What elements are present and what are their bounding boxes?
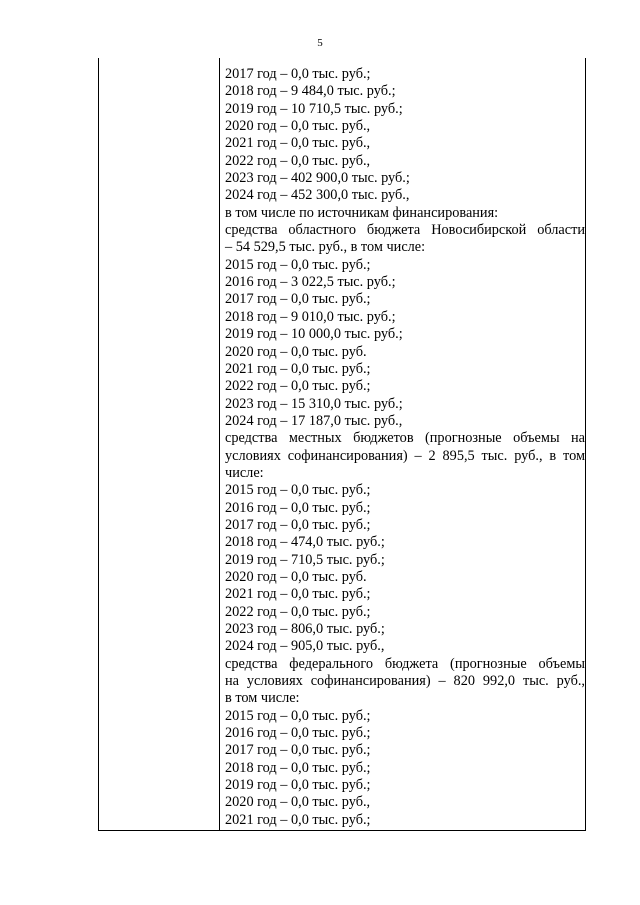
text-line: в том числе по источникам финансирования: [225,204,499,221]
text-line: 2022 год – 0,0 тыс. руб., [225,152,371,169]
text-line: 2020 год – 0,0 тыс. руб. [225,568,367,585]
text-line: средства федерального бюджета (прогнозные объемы [225,655,585,672]
text-line: 2018 год – 0,0 тыс. руб.; [225,759,371,776]
financing-text-cell [225,66,585,829]
text-line: 2017 год – 0,0 тыс. руб.; [225,66,371,82]
text-line: 2022 год – 0,0 тыс. руб.; [225,378,371,395]
column-divider [219,58,220,830]
document-table [98,58,586,831]
text-line: 2020 год – 0,0 тыс. руб., [225,118,371,135]
text-line: условиях софинансирования) – 2 895,5 тыс. руб., в том [225,447,585,464]
text-line: 2016 год – 0,0 тыс. руб.; [225,499,371,516]
text-line: – 54 529,5 тыс. руб., в том числе: [225,239,426,256]
text-line: 2024 год – 905,0 тыс. руб., [225,638,385,655]
text-line: средства местных бюджетов (прогнозные объемы на [225,430,585,447]
text-line: 2018 год – 9 484,0 тыс. руб.; [225,83,396,100]
text-line: 2016 год – 3 022,5 тыс. руб.; [225,274,396,291]
text-line: на условиях софинансирования) – 820 992,0 тыс. руб., [225,673,585,690]
text-line: 2015 год – 0,0 тыс. руб.; [225,707,371,724]
text-line: 2019 год – 710,5 тыс. руб.; [225,551,385,568]
text-line: 2017 год – 0,0 тыс. руб.; [225,516,371,533]
text-line: 2021 год – 0,0 тыс. руб., [225,135,371,152]
text-line: средства областного бюджета Новосибирской области [225,222,585,239]
text-line: 2022 год – 0,0 тыс. руб.; [225,603,371,620]
text-line: 2015 год – 0,0 тыс. руб.; [225,256,371,273]
text-line: 2024 год – 452 300,0 тыс. руб., [225,187,410,204]
text-line: 2021 год – 0,0 тыс. руб.; [225,811,371,828]
text-line: 2019 год – 0,0 тыс. руб.; [225,777,371,794]
text-line: 2015 год – 0,0 тыс. руб.; [225,482,371,499]
text-line: 2017 год – 0,0 тыс. руб.; [225,742,371,759]
text-line: 2020 год – 0,0 тыс. руб., [225,794,371,811]
text-line: 2023 год – 402 900,0 тыс. руб.; [225,170,410,187]
page-number: 5 [317,37,323,49]
text-line: 2016 год – 0,0 тыс. руб.; [225,725,371,742]
text-line: 2020 год – 0,0 тыс. руб. [225,343,367,360]
text-line: числе: [225,464,264,481]
text-line: 2021 год – 0,0 тыс. руб.; [225,586,371,603]
text-line: 2018 год – 474,0 тыс. руб.; [225,534,385,551]
text-line: 2019 год – 10 000,0 тыс. руб.; [225,326,403,343]
text-line: 2024 год – 17 187,0 тыс. руб., [225,412,403,429]
text-line: 2023 год – 806,0 тыс. руб.; [225,621,385,637]
text-line: 2023 год – 15 310,0 тыс. руб.; [225,395,403,412]
text-line: 2017 год – 0,0 тыс. руб.; [225,291,371,308]
text-line: 2021 год – 0,0 тыс. руб.; [225,360,371,377]
text-line: 2018 год – 9 010,0 тыс. руб.; [225,308,396,325]
text-line: 2019 год – 10 710,5 тыс. руб.; [225,100,403,117]
text-line: в том числе: [225,690,300,707]
